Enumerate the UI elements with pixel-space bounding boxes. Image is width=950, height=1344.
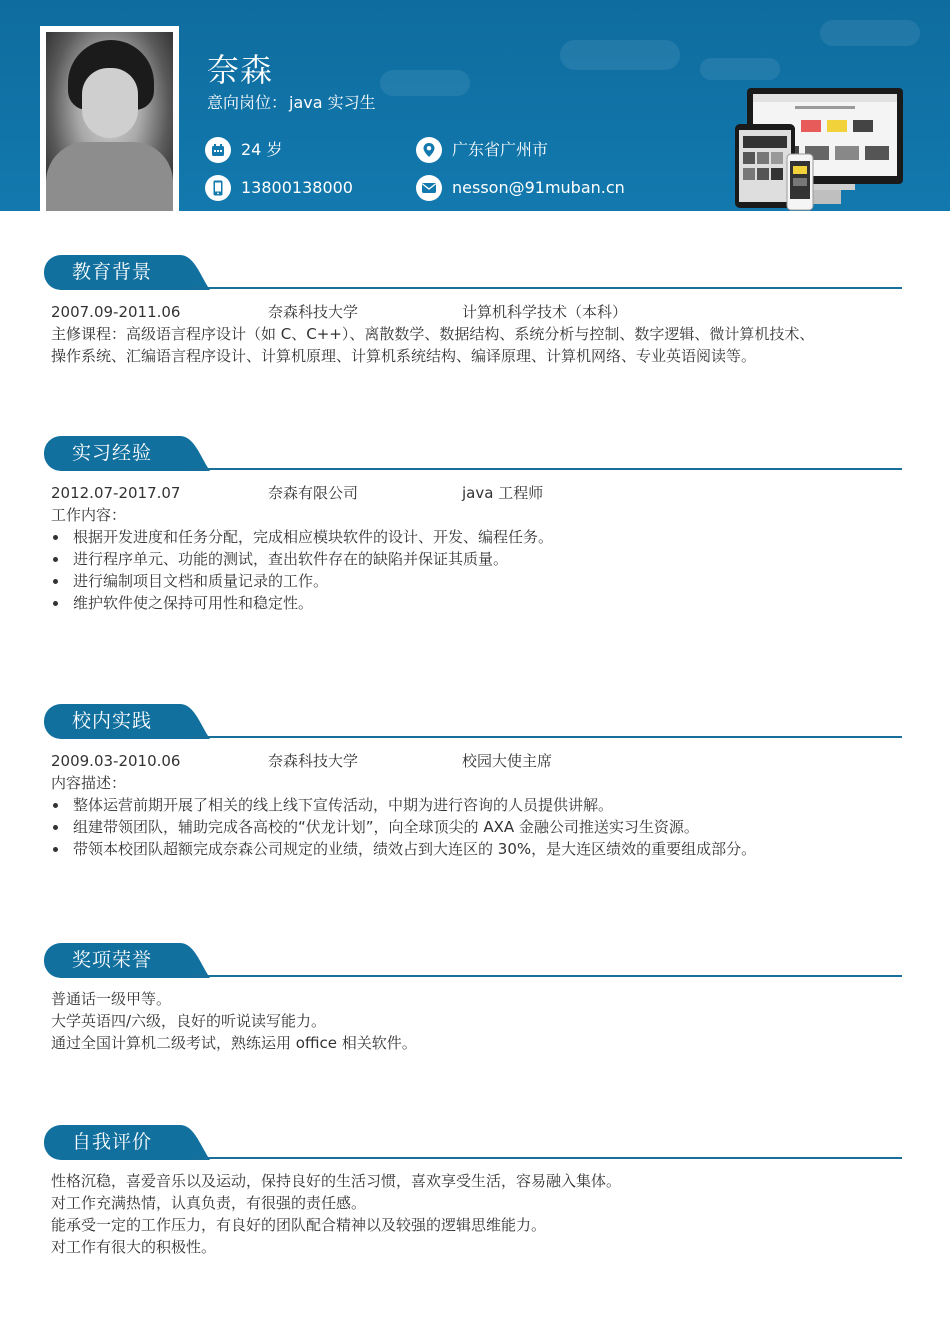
- list-item: 进行编制项目文档和质量记录的工作。: [51, 570, 911, 592]
- resume-header: [0, 0, 950, 211]
- devices-illustration: [735, 86, 910, 211]
- self-evaluation-body: [51, 1170, 621, 1258]
- section-header: [0, 704, 950, 744]
- self-evaluation-line: 性格沉稳，喜爱音乐以及运动，保持良好的生活习惯，喜欢享受生活，容易融入集体。: [51, 1172, 622, 1190]
- location-item: [416, 136, 548, 164]
- awards-title: 奖项荣誉: [72, 949, 153, 971]
- calendar-icon: [205, 137, 231, 163]
- section-header: [0, 255, 950, 295]
- section-divider: [190, 975, 902, 977]
- email-item: [416, 174, 625, 202]
- job-intention: [207, 92, 376, 114]
- campus-section: [0, 704, 950, 858]
- decorative-cloud: [380, 70, 470, 96]
- campus-row: [51, 750, 911, 772]
- location-pin-icon: [416, 137, 442, 163]
- internship-row: [51, 482, 911, 504]
- awards-section: [0, 943, 950, 1052]
- award-line: 通过全国计算机二级考试，熟练运用 office 相关软件。: [51, 1034, 417, 1052]
- mail-icon: [416, 175, 442, 201]
- education-body: [51, 301, 911, 367]
- education-courses-line: 主修课程：高级语言程序设计（如 C、C++）、离散数学、数据结构、系统分析与控制、数字逻辑、微计算机技术、: [51, 325, 815, 343]
- award-line: 大学英语四/六级，良好的听说读写能力。: [51, 1012, 327, 1030]
- self-evaluation-title: 自我评价: [72, 1131, 153, 1153]
- education-school: 奈森科技大学: [268, 303, 359, 321]
- section-header: [0, 436, 950, 476]
- self-evaluation-line: 对工作有很大的积极性。: [51, 1238, 217, 1256]
- internship-position: java 工程师: [462, 484, 544, 502]
- education-section: [0, 255, 950, 365]
- internship-content-label: 工作内容：: [51, 506, 127, 524]
- campus-content-label: 内容描述：: [51, 774, 127, 792]
- list-item: 进行程序单元、功能的测试，查出软件存在的缺陷并保证其质量。: [51, 548, 911, 570]
- internship-body: [51, 482, 911, 614]
- section-divider: [190, 736, 902, 738]
- list-item: 带领本校团队超额完成奈森公司规定的业绩，绩效占到大连区的 30%，是大连区绩效的重要组成部分。: [51, 838, 911, 860]
- internship-section: [0, 436, 950, 612]
- internship-duties-list: [51, 526, 911, 614]
- section-divider: [190, 1157, 902, 1159]
- job-intention-value: java 实习生: [289, 93, 376, 112]
- section-header: [0, 943, 950, 983]
- email-text: nesson@91muban.cn: [452, 178, 625, 197]
- education-period: 2007.09-2011.06: [51, 303, 181, 321]
- education-courses-line: 操作系统、汇编语言程序设计、计算机原理、计算机系统结构、编译原理、计算机网络、专业英语阅读等。: [51, 347, 757, 365]
- phone-text: 13800138000: [241, 178, 353, 197]
- internship-company: 奈森有限公司: [268, 484, 359, 502]
- campus-role: 校园大使主席: [462, 752, 553, 770]
- self-evaluation-line: 能承受一定的工作压力，有良好的团队配合精神以及较强的逻辑思维能力。: [51, 1216, 547, 1234]
- location-text: 广东省广州市: [452, 140, 549, 159]
- internship-period: 2012.07-2017.07: [51, 484, 181, 502]
- list-item: 维护软件使之保持可用性和稳定性。: [51, 592, 911, 614]
- campus-title: 校内实践: [72, 710, 153, 732]
- profile-photo: [46, 32, 173, 211]
- decorative-cloud: [560, 40, 680, 70]
- list-item: 组建带领团队，辅助完成各高校的“伏龙计划”，向全球顶尖的 AXA 金融公司推送实习生资源。: [51, 816, 911, 838]
- self-evaluation-section: [0, 1125, 950, 1256]
- candidate-name: 奈森: [207, 51, 274, 89]
- education-major: 计算机科学技术（本科）: [462, 303, 628, 321]
- awards-body: [51, 988, 417, 1054]
- internship-title: 实习经验: [72, 442, 153, 464]
- section-divider: [190, 468, 902, 470]
- education-row: [51, 301, 911, 323]
- list-item: 根据开发进度和任务分配，完成相应模块软件的设计、开发、编程任务。: [51, 526, 911, 548]
- profile-photo-frame: [40, 26, 179, 211]
- campus-org: 奈森科技大学: [268, 752, 359, 770]
- campus-body: [51, 750, 911, 860]
- decorative-cloud: [700, 58, 780, 80]
- phone-item: [205, 174, 353, 202]
- phone-icon: [205, 175, 231, 201]
- age-item: [205, 136, 282, 164]
- job-intention-label: 意向岗位：: [207, 93, 288, 112]
- list-item: 整体运营前期开展了相关的线上线下宣传活动，中期为进行咨询的人员提供讲解。: [51, 794, 911, 816]
- campus-period: 2009.03-2010.06: [51, 752, 181, 770]
- section-divider: [190, 287, 902, 289]
- section-header: [0, 1125, 950, 1165]
- education-title: 教育背景: [72, 261, 153, 283]
- self-evaluation-line: 对工作充满热情，认真负责，有很强的责任感。: [51, 1194, 367, 1212]
- age-text: 24 岁: [241, 140, 283, 159]
- campus-activities-list: [51, 794, 911, 860]
- decorative-cloud: [820, 20, 920, 46]
- award-line: 普通话一级甲等。: [51, 990, 172, 1008]
